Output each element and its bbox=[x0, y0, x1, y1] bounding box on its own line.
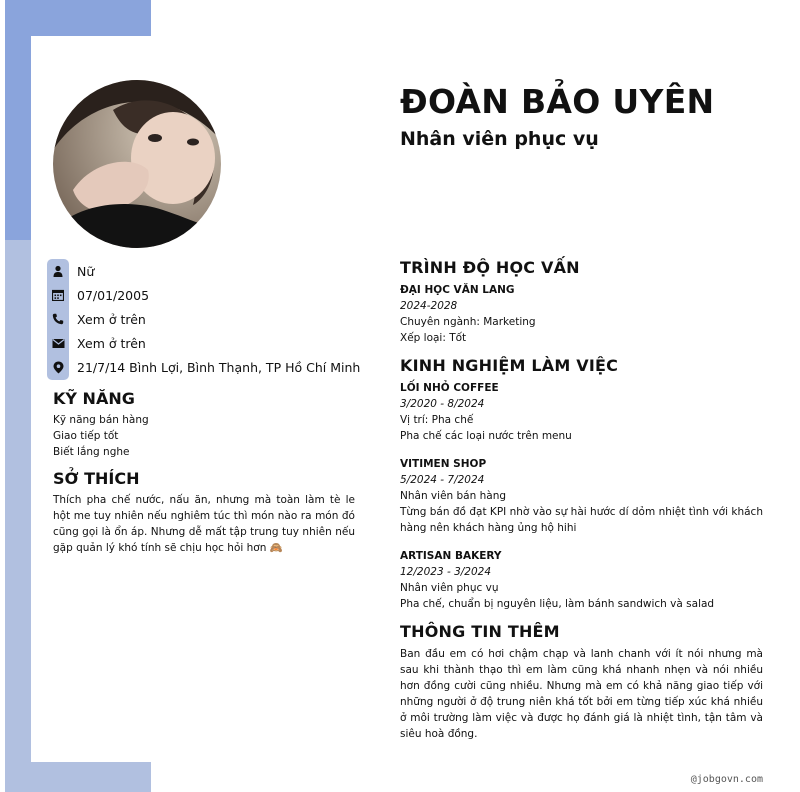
profile-photo bbox=[53, 80, 221, 248]
company-name: LỐI NHỎ COFFEE bbox=[400, 382, 499, 394]
job-period: 5/2024 - 7/2024 bbox=[400, 474, 485, 486]
job-entry bbox=[400, 380, 763, 444]
company-name: ARTISAN BAKERY bbox=[400, 550, 502, 562]
experience-heading: KINH NGHIỆM LÀM VIỆC bbox=[400, 356, 619, 375]
job-role: Vị trí: Pha chế bbox=[400, 414, 474, 426]
calendar-icon bbox=[47, 283, 69, 307]
job-entry bbox=[400, 456, 763, 536]
skill-item: Giao tiếp tốt bbox=[53, 430, 119, 442]
email-icon bbox=[47, 331, 69, 355]
gender-text: Nữ bbox=[77, 263, 95, 279]
right-column bbox=[400, 258, 763, 742]
email-text: Xem ở trên bbox=[77, 335, 146, 351]
contact-phone bbox=[47, 307, 360, 331]
skills-heading: KỸ NĂNG bbox=[53, 389, 135, 408]
contact-birthday bbox=[47, 283, 360, 307]
contact-gender bbox=[47, 259, 360, 283]
job-title: Nhân viên phục vụ bbox=[400, 128, 599, 150]
job-description: Từng bán đồ đạt KPI nhờ vào sự hài hước dí dỏm nhiệt tình với khách hàng nên khách hàng ủng hộ hihi bbox=[400, 506, 763, 534]
education-grade: Xếp loại: Tốt bbox=[400, 332, 467, 344]
education-period: 2024-2028 bbox=[400, 300, 458, 312]
job-period: 12/2023 - 3/2024 bbox=[400, 566, 492, 578]
skill-item: Kỹ năng bán hàng bbox=[53, 414, 149, 426]
education-heading: TRÌNH ĐỘ HỌC VẤN bbox=[400, 258, 580, 277]
job-entry bbox=[400, 548, 763, 612]
phone-text: Xem ở trên bbox=[77, 311, 146, 327]
education-section bbox=[400, 258, 763, 346]
address-text: 21/7/14 Bình Lợi, Bình Thạnh, TP Hồ Chí Minh bbox=[77, 359, 361, 375]
contact-email bbox=[47, 331, 360, 355]
phone-icon bbox=[47, 307, 69, 331]
job-role: Nhân viên bán hàng bbox=[400, 490, 507, 502]
person-icon bbox=[47, 259, 69, 283]
company-name: VITIMEN SHOP bbox=[400, 458, 487, 470]
job-period: 3/2020 - 8/2024 bbox=[400, 398, 485, 410]
contact-list bbox=[47, 259, 360, 379]
job-description: Pha chế, chuẩn bị nguyên liệu, làm bánh sandwich và salad bbox=[400, 598, 715, 610]
birthday-text: 07/01/2005 bbox=[77, 287, 150, 303]
skill-item: Biết lắng nghe bbox=[53, 446, 130, 458]
education-major: Chuyên ngành: Marketing bbox=[400, 316, 536, 328]
school-name: ĐẠI HỌC VĂN LANG bbox=[400, 284, 515, 296]
experience-section bbox=[400, 356, 763, 612]
hobbies-text: Thích pha chế nước, nấu ăn, nhưng mà toàn làm tè le hột me tuy nhiên nếu nghiêm túc thì món nào ra món đó cũng gọi là ổn áp. Nhưng dễ mất tập trung tuy nhiên nếu gặp quản lý khó tính sẽ chịu học hỏi hơn 🙈 bbox=[53, 494, 355, 554]
extra-info-heading: THÔNG TIN THÊM bbox=[400, 622, 560, 641]
watermark: @jobgovn.com bbox=[690, 774, 763, 785]
job-description: Pha chế các loại nước trên menu bbox=[400, 430, 572, 442]
contact-address bbox=[47, 355, 360, 379]
job-role: Nhân viên phục vụ bbox=[400, 582, 499, 594]
hobbies-section bbox=[53, 469, 355, 556]
hobbies-heading: SỞ THÍCH bbox=[53, 469, 140, 488]
location-pin-icon bbox=[47, 355, 69, 379]
extra-info-text: Ban đầu em có hơi chậm chạp và lanh chanh với ít nói nhưng mà sau khi thành thạo thì em làm cũng khá nhanh nhẹn và nói nhiều hơn đồng cười cũng nhiều. Nhưng mà em có khả năng giao tiếp với những người ở độ trung niên khá tốt bởi em từng tiếp xúc khá nhiều ở môi trường làm việc và được họ đánh giá là nhiệt tình, tận tâm và siêu hoà đồng. bbox=[400, 648, 763, 740]
extra-info-section bbox=[400, 622, 763, 742]
candidate-name: ĐOÀN BẢO UYÊN bbox=[400, 82, 715, 121]
skills-section bbox=[53, 389, 355, 460]
